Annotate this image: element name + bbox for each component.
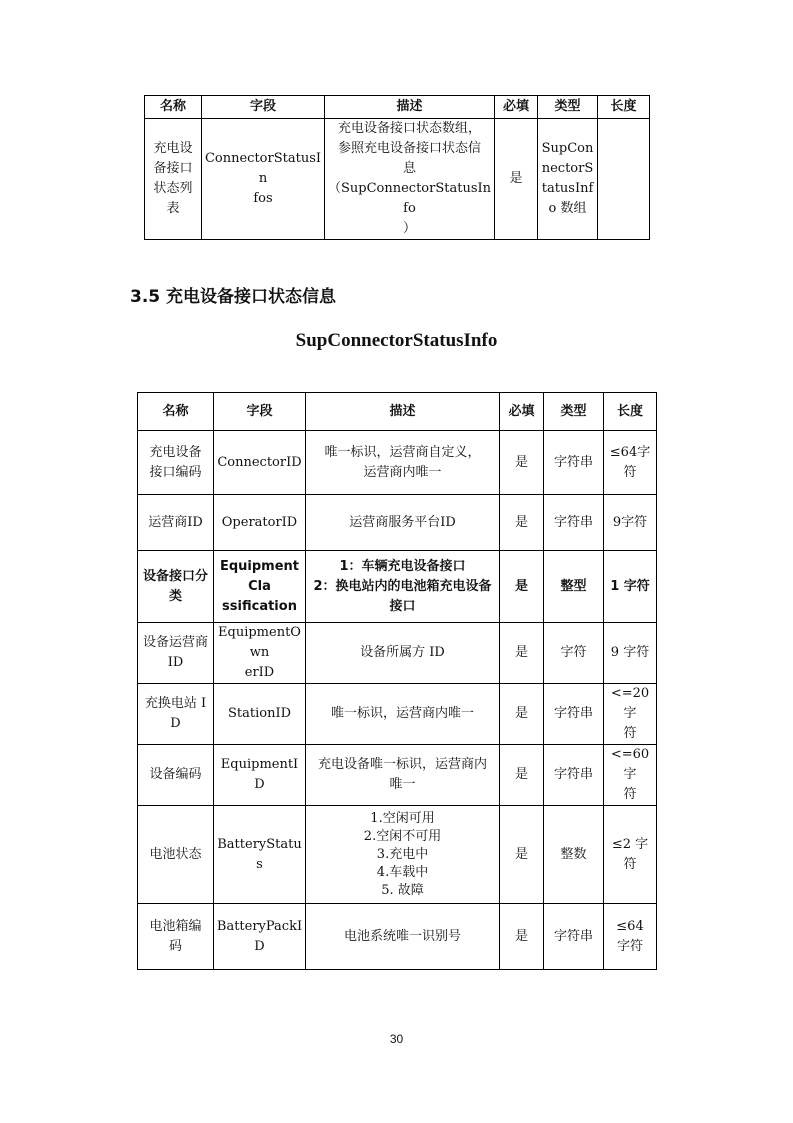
cell-required: 是 (500, 495, 544, 551)
cell-type: 字符串 (544, 904, 604, 970)
header-type: 类型 (538, 96, 598, 119)
header-length: 长度 (604, 393, 657, 431)
table-row (138, 806, 657, 904)
cell-field: EquipmentOwn erID (214, 623, 306, 684)
cell-field: ConnectorID (214, 431, 306, 495)
header-required: 必填 (500, 393, 544, 431)
sup-connector-status-info-table (137, 392, 657, 970)
section-heading: 3.5 充电设备接口状态信息 (130, 287, 337, 307)
cell-field: ConnectorStatusIn fos (202, 119, 325, 240)
header-field: 字段 (214, 393, 306, 431)
table-row (138, 684, 657, 745)
cell-name: 设备编码 (138, 745, 214, 806)
cell-length: <=20 字 符 (604, 684, 657, 745)
cell-name: 充电设 备接口 状态列 表 (145, 119, 202, 240)
cell-required: 是 (500, 904, 544, 970)
header-length: 长度 (598, 96, 650, 119)
cell-field: OperatorID (214, 495, 306, 551)
cell-length: ≤64 字符 (604, 904, 657, 970)
cell-description: 1.空闲可用 2.空闲不可用 3.充电中 4.车载中 5. 故障 (306, 806, 500, 904)
table-row (138, 551, 657, 623)
cell-length: <=60 字 符 (604, 745, 657, 806)
table-row (138, 431, 657, 495)
table-caption: SupConnectorStatusInfo (295, 330, 498, 351)
cell-description: 电池系统唯一识别号 (306, 904, 500, 970)
cell-required: 是 (500, 551, 544, 623)
table-row (138, 623, 657, 684)
table-row (138, 745, 657, 806)
header-field: 字段 (202, 96, 325, 119)
cell-required: 是 (500, 623, 544, 684)
page-number: 30 (389, 1032, 404, 1046)
cell-required: 是 (500, 806, 544, 904)
table-header-row (138, 393, 657, 431)
cell-name: 运营商ID (138, 495, 214, 551)
cell-field: StationID (214, 684, 306, 745)
header-description: 描述 (325, 96, 495, 119)
cell-type: 字符串 (544, 431, 604, 495)
cell-length: ≤2 字符 (604, 806, 657, 904)
cell-type: 字符串 (544, 745, 604, 806)
cell-field: BatteryStatus (214, 806, 306, 904)
table-row (145, 119, 650, 240)
cell-type: 字符串 (544, 495, 604, 551)
cell-type: 整型 (544, 551, 604, 623)
table-row (138, 495, 657, 551)
cell-required: 是 (500, 745, 544, 806)
header-name: 名称 (138, 393, 214, 431)
cell-required: 是 (495, 119, 538, 240)
cell-name: 充电设备 接口编码 (138, 431, 214, 495)
cell-type: 字符 (544, 623, 604, 684)
cell-length: 9字符 (604, 495, 657, 551)
cell-required: 是 (500, 684, 544, 745)
cell-required: 是 (500, 431, 544, 495)
cell-name: 充换电站 ID (138, 684, 214, 745)
cell-length (598, 119, 650, 240)
table-header-row (145, 96, 650, 119)
cell-description: 1：车辆充电设备接口 2：换电站内的电池箱充电设备 接口 (306, 551, 500, 623)
header-required: 必填 (495, 96, 538, 119)
cell-description: 唯一标识，运营商自定义， 运营商内唯一 (306, 431, 500, 495)
cell-field: EquipmentID (214, 745, 306, 806)
cell-type: 字符串 (544, 684, 604, 745)
header-description: 描述 (306, 393, 500, 431)
cell-name: 设备接口分 类 (138, 551, 214, 623)
cell-name: 设备运营商 ID (138, 623, 214, 684)
cell-length: 9 字符 (604, 623, 657, 684)
cell-type: SupCon nectorS tatusInf o 数组 (538, 119, 598, 240)
table-row (138, 904, 657, 970)
cell-name: 电池状态 (138, 806, 214, 904)
cell-description: 充电设备唯一标识，运营商内 唯一 (306, 745, 500, 806)
cell-length: ≤64字 符 (604, 431, 657, 495)
cell-name: 电池箱编 码 (138, 904, 214, 970)
cell-description: 充电设备接口状态数组， 参照充电设备接口状态信 息 （SupConnectorStatusInfo ） (325, 119, 495, 240)
cell-description: 唯一标识，运营商内唯一 (306, 684, 500, 745)
cell-field: EquipmentCla ssification (214, 551, 306, 623)
cell-length: 1 字符 (604, 551, 657, 623)
cell-description: 设备所属方 ID (306, 623, 500, 684)
cell-type: 整数 (544, 806, 604, 904)
header-name: 名称 (145, 96, 202, 119)
cell-field: BatteryPackI D (214, 904, 306, 970)
header-type: 类型 (544, 393, 604, 431)
cell-description: 运营商服务平台ID (306, 495, 500, 551)
connector-status-list-table (144, 95, 650, 240)
